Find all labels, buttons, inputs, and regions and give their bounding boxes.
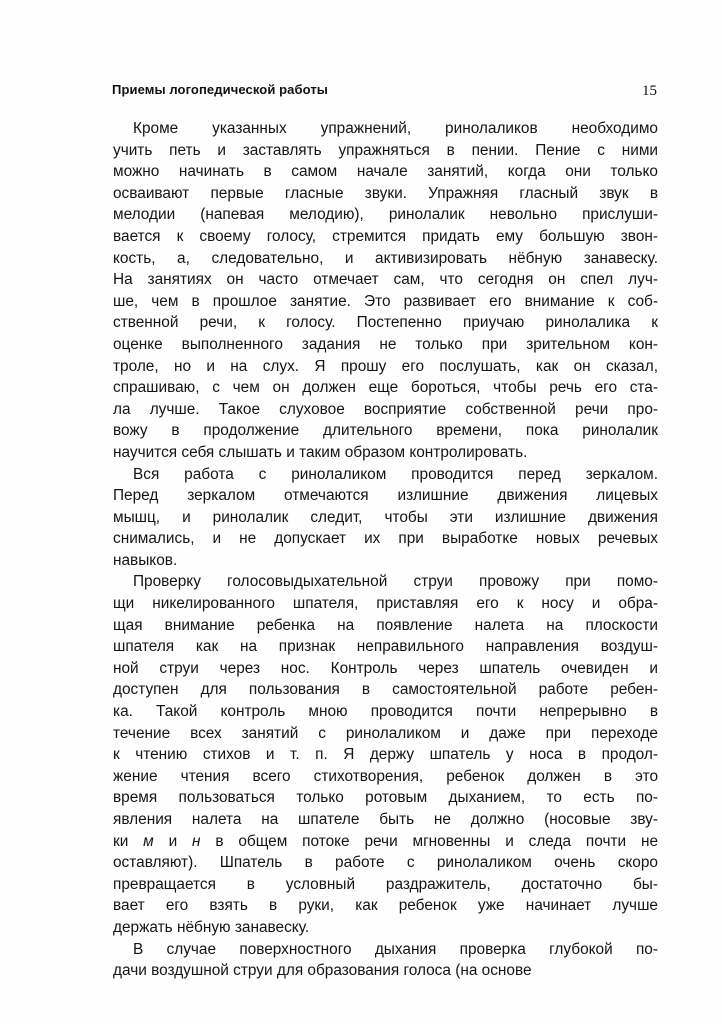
text-line: превращается в условный раздражитель, достаточно бы- (113, 875, 658, 893)
running-title: Приемы логопедической работы (112, 82, 329, 97)
text-line: вается к своему голосу, стремится придать ему большую звон- (113, 227, 658, 245)
text-line: жение чтения всего стихотворения, ребенок должен в это (113, 767, 658, 785)
text-line: ка. Такой контроль мною проводится почти непрерывно в (113, 703, 658, 721)
text-line: ственной речи, к голосу. Постепенно приучаю ринолалика к (113, 314, 658, 332)
text-line: мышц, и ринолалик следит, чтобы эти излишние движения (113, 508, 658, 526)
paragraph (113, 464, 658, 572)
text-line: вожу в продолжение длительного времени, пока ринолалик (113, 422, 658, 440)
text-line: вает его взять в руки, как ребенок уже начинает лучше (113, 897, 658, 915)
paragraph (113, 571, 658, 938)
text-line: Перед зеркалом отмечаются излишние движения лицевых (113, 487, 658, 505)
text-line: ки м и н в общем потоке речи мгновенны и следа почти не (113, 832, 659, 850)
text-line: спрашиваю, с чем он должен еще бороться, чтобы речь его ста- (113, 379, 658, 397)
text-line: навыков. (113, 551, 178, 569)
text-line: щая внимание ребенка на появление налета на плоскости (113, 616, 658, 634)
text-line: ла лучше. Такое слуховое восприятие собственной речи про- (113, 400, 658, 418)
text-line: дачи воздушной струи для образования голоса (на основе (113, 962, 532, 980)
text-line: время пользоваться только ротовым дыханием, то есть по- (113, 789, 658, 807)
text-line: учить петь и заставлять упражняться в пении. Пение с ними (113, 141, 658, 159)
text-line: снимались, и не допускает их при выработке новых речевых (113, 530, 658, 548)
text-line: В случае поверхностного дыхания проверка глубокой по- (133, 940, 658, 958)
text-line: течение всех занятий с ринолаликом и даже при переходе (113, 724, 658, 742)
text-line: мелодии (напевая мелодию), ринолалик невольно прислуши- (113, 206, 658, 224)
text-line: Проверку голосовыдыхательной струи провожу при помо- (133, 573, 658, 591)
text-line: оценке выполненного задания не только при зрительном кон- (113, 335, 658, 353)
text-line: оставляют). Шпатель в работе с ринолаликом очень скоро (113, 854, 658, 872)
text-line: На занятиях он часто отмечает сам, что сегодня он спел луч- (113, 271, 658, 289)
text-line: ной струи через нос. Контроль через шпатель очевиден и (113, 659, 658, 677)
page-number: 15 (642, 83, 657, 99)
text-line: ше, чем в прошлое занятие. Это развивает его внимание к соб- (113, 292, 658, 310)
text-line: троле, но и на слух. Я прошу его послушать, как он сказал, (113, 357, 658, 375)
body-text (113, 118, 658, 982)
paragraph (113, 118, 658, 464)
text-line: Вся работа с ринолаликом проводится перед зеркалом. (133, 465, 658, 483)
text-line: можно начинать в самом начале занятий, когда они только (113, 163, 658, 181)
paragraph (113, 939, 658, 982)
text-line: доступен для пользования в самостоятельной работе ребен- (113, 681, 658, 699)
text-line: держать нёбную занавеску. (113, 918, 310, 936)
text-line: шпателя как на признак неправильного направления воздуш- (113, 638, 658, 656)
text-line: научится себя слышать и таким образом контролировать. (113, 443, 528, 461)
text-line: осваивают первые гласные звуки. Упражняя гласный звук в (113, 184, 658, 202)
text-line: явления налета на шпателе быть не должно (носовые зву- (113, 811, 658, 828)
text-line: кость, а, следовательно, и активизировать нёбную занавеску. (113, 249, 658, 267)
text-line: щи никелированного шпателя, приставляя его к носу и обра- (113, 595, 658, 613)
running-head (112, 82, 657, 102)
text-line: Кроме указанных упражнений, ринолаликов необходимо (133, 120, 658, 137)
text-line: к чтению стихов и т. п. Я держу шпатель у носа в продол- (113, 746, 658, 764)
